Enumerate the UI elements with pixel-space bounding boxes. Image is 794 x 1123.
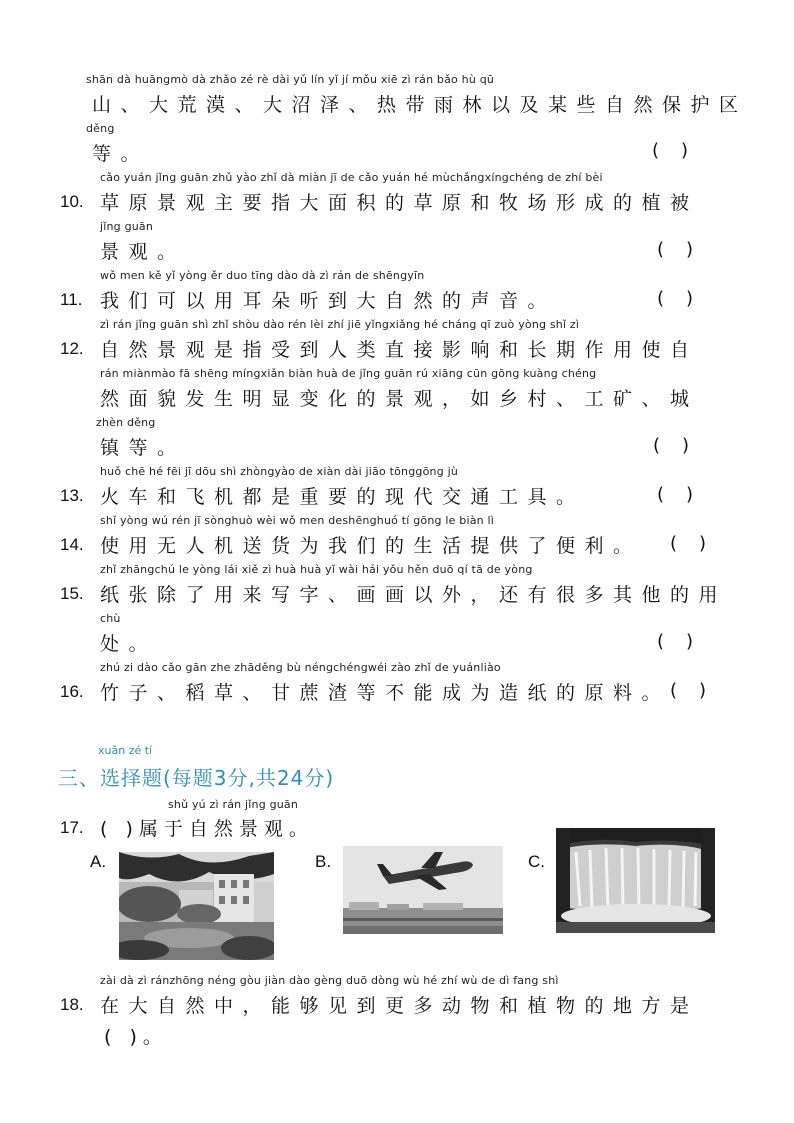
q18-pinyin-1: zài dà zì ránzhōng néng gòu jiàn dào gèng duō dòng wù hé zhí wù de dì fang shì — [100, 974, 559, 987]
q11-pinyin-1: wǒ men kě yǐ yòng ěr duo tīng dào dà zì rán de shēngyīn — [100, 269, 425, 282]
q15-answer-paren[interactable]: () — [657, 631, 716, 652]
q12-text-3: 镇等。 — [100, 437, 186, 459]
q13-number: 13. — [60, 486, 84, 505]
q12-number: 12. — [60, 339, 84, 358]
q17-option-c-label[interactable]: C. — [528, 852, 545, 871]
q11-answer-paren[interactable]: () — [657, 288, 716, 309]
q14-number: 14. — [60, 535, 84, 554]
q17-text-1: ( )属于自然景观。 — [100, 818, 314, 840]
q15-number: 15. — [60, 584, 84, 603]
q10-text-2: 景观。 — [100, 241, 186, 263]
q17-pinyin-1: shǔ yú zì rán jǐng guān — [168, 798, 299, 811]
q17-number: 17. — [60, 818, 84, 837]
q13-pinyin-1: huǒ chē hé fēi jī dōu shì zhòngyào de xiàn dài jiāo tōnggōng jù — [100, 465, 458, 478]
q18-text-1: 在大自然中，能够见到更多动物和植物的地方是 — [100, 995, 699, 1017]
q14-text-1: 使用无人机送货为我们的生活提供了便利。 — [100, 535, 642, 557]
airplane-illustration — [343, 846, 503, 934]
q16-pinyin-1: zhú zi dào cǎo gān zhe zhāděng bù néngchéngwéi zào zhǐ de yuánliào — [100, 661, 501, 674]
q11-number: 11. — [60, 290, 83, 309]
q9-text-2: 等。 — [92, 143, 150, 165]
q10-pinyin-2: jǐng guān — [100, 220, 154, 233]
q17-option-b-label[interactable]: B. — [315, 852, 332, 871]
q15-pinyin-1: zhǐ zhāngchú le yòng lái xiě zì huà huà yǐ wài hái yǒu hěn duō qí tā de yòng — [100, 563, 533, 576]
q10-text-1: 草原景观主要指大面积的草原和牧场形成的植被 — [100, 192, 699, 214]
q12-pinyin-2: rán miànmào fā shēng míngxiǎn biàn huà de jǐng guān rú xiāng cūn gōng kuàng chéng — [100, 367, 597, 380]
q18-text-2[interactable]: ( )。 — [104, 1026, 168, 1048]
q11-text-1: 我们可以用耳朵听到大自然的声音。 — [100, 290, 557, 312]
section3-title: 三、选择题(每题3分,共24分) — [58, 766, 335, 790]
q10-pinyin-1: cǎo yuán jǐng guān zhǔ yào zhǐ dà miàn jī de cǎo yuán hé mùchǎngxíngchéng de zhí bèi — [100, 171, 603, 184]
q15-text-2: 处。 — [100, 633, 158, 655]
q12-text-1: 自然景观是指受到人类直接影响和长期作用使自 — [100, 339, 699, 361]
q16-number: 16. — [60, 682, 84, 701]
q17-option-a-label[interactable]: A. — [90, 852, 107, 871]
q12-answer-paren[interactable]: () — [653, 435, 712, 456]
q15-text-1: 纸张除了用来写字、画画以外，还有很多其他的用 — [100, 584, 728, 606]
waterfall-illustration — [556, 828, 715, 933]
airplane-image[interactable] — [343, 846, 503, 934]
q15-pinyin-2: chù — [100, 612, 121, 625]
q14-pinyin-1: shǐ yòng wú rén jī sònghuò wèi wǒ men deshēnghuó tí gōng le biàn lì — [100, 514, 495, 527]
q13-answer-paren[interactable]: () — [657, 484, 716, 505]
q10-answer-paren[interactable]: () — [657, 239, 716, 260]
q9-pinyin-1: shān dà huāngmò dà zhǎo zé rè dài yǔ lín yǐ jí mǒu xiē zì rán bǎo hù qū — [86, 73, 495, 86]
q12-text-2: 然面貌发生明显变化的景观，如乡村、工矿、城 — [100, 388, 699, 410]
q14-answer-paren[interactable]: () — [670, 533, 729, 554]
q13-text-1: 火车和飞机都是重要的现代交通工具。 — [100, 486, 585, 508]
q16-text-1: 竹子、稻草、甘蔗渣等不能成为造纸的原料。 — [100, 682, 671, 704]
q9-text-1: 山、大荒漠、大沼泽、热带雨林以及某些自然保护区 — [92, 94, 748, 116]
q12-pinyin-3: zhèn děng — [96, 416, 156, 429]
q12-pinyin-1: zì rán jǐng guān shì zhǐ shòu dào rén lèi zhí jiē yǐngxiǎng hé cháng qī zuò yòng shǐ zì — [100, 318, 580, 331]
section3-pinyin: xuǎn zé tí — [98, 744, 153, 757]
q16-answer-paren[interactable]: () — [670, 680, 729, 701]
park-buildings-image[interactable] — [119, 852, 274, 960]
waterfall-image[interactable] — [556, 828, 715, 933]
q10-number: 10. — [60, 192, 84, 211]
park-buildings-illustration — [119, 852, 274, 960]
q18-number: 18. — [60, 995, 84, 1014]
q9-pinyin-2: děng — [86, 122, 115, 135]
q9-answer-paren[interactable]: () — [652, 140, 711, 161]
